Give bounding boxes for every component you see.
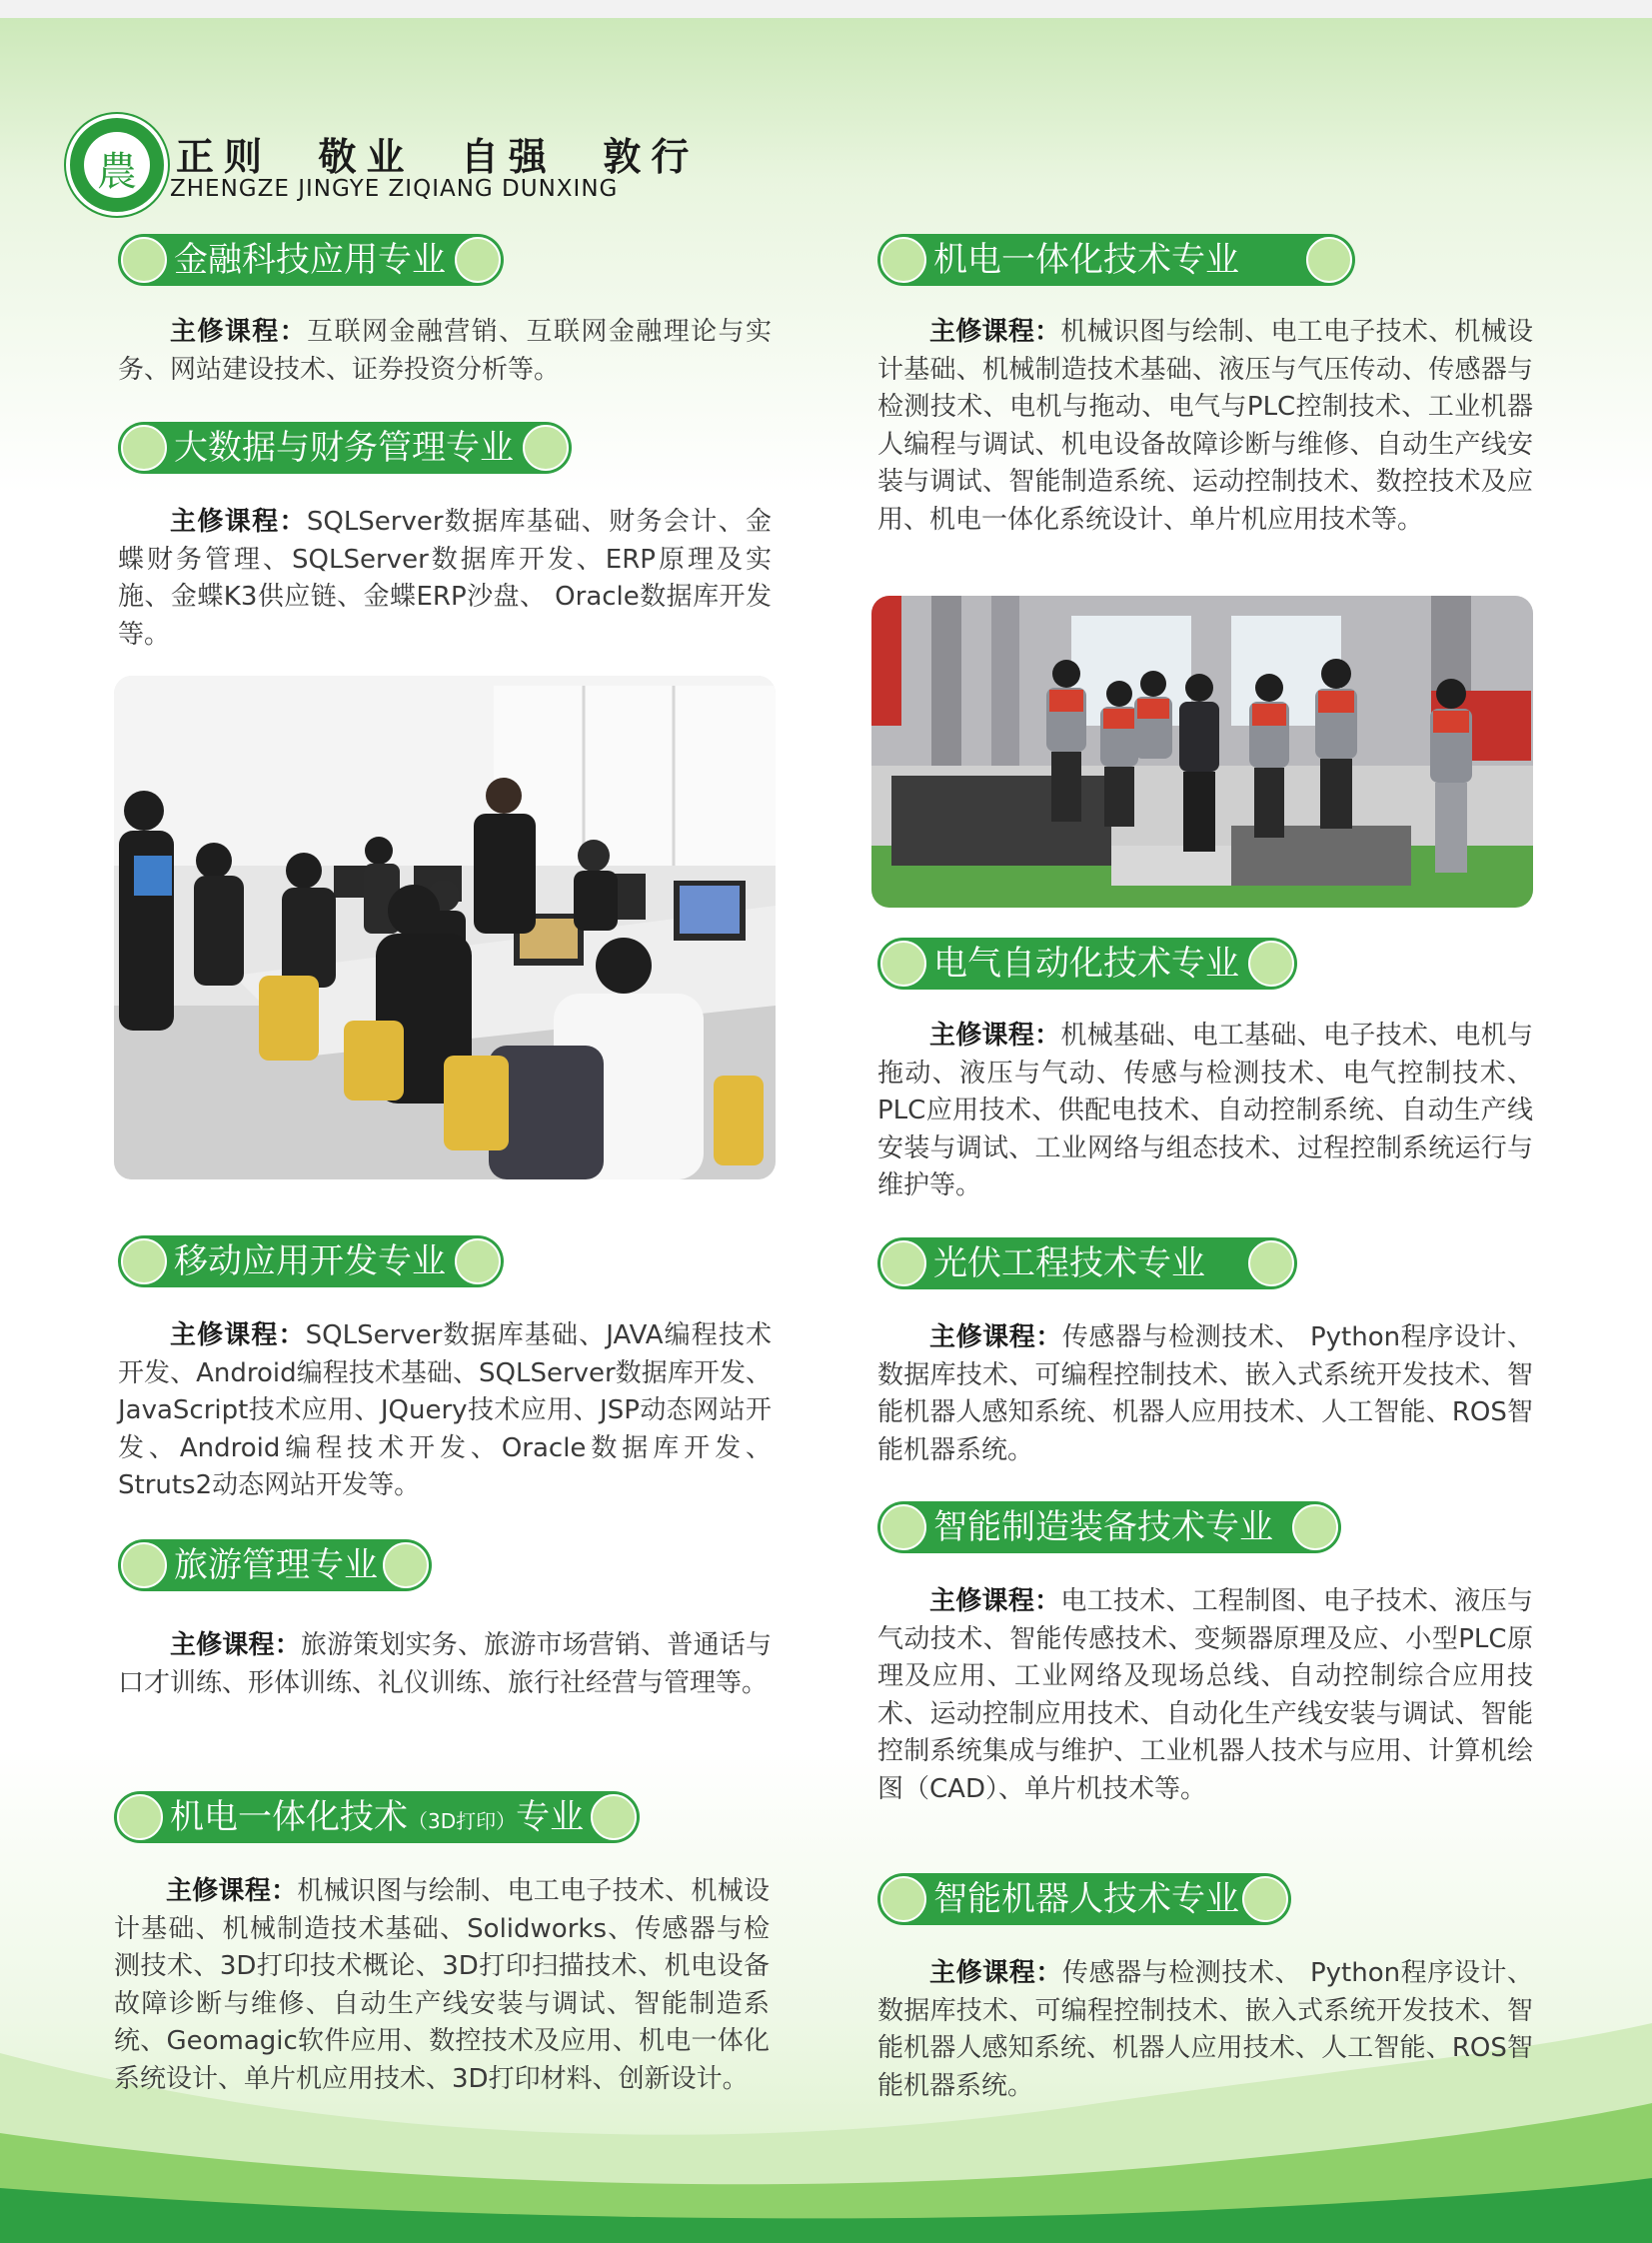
section-heading-mechatronics: 机电一体化技术专业 [877,234,1355,286]
top-strip [0,0,1652,18]
motto-chinese: 正则 敬业 自强 敦行 [176,134,700,179]
course-text-mechatronics: 主修课程：机械识图与绘制、电工电子技术、机械设计基础、机械制造技术基础、液压与气压传动、传感器与检测技术、电机与拖动、电气与PLC控制技术、工业机器人编程与调试、机电设备故障诊断与维修、自动生产线安装与调试、智能制造系统、运动控制技术、数控技术及应用、机电一体化系统设计、单片机应用技术等。 [877,317,1533,535]
section-heading-tourism: 旅游管理专业 [118,1539,432,1591]
course-text-mechatronics-3d: 主修课程：机械识图与绘制、电工电子技术、机械设计基础、机械制造技术基础、Solidworks、传感器与检测技术、3D打印技术概论、3D打印扫描技术、机电设备故障诊断与维修、自动生产线安装与调试、智能制造系统、Geomagic软件应用、数控技术及应用、机电一体化系统设计、单片机应用技术、3D打印材料、创新设计。 [114,1876,770,2094]
course-text-tourism: 主修课程：旅游策划实务、旅游市场营销、普通话与口才训练、形体训练、礼仪训练、旅行社经营与管理等。 [118,1630,772,1698]
section-heading-fintech: 金融科技应用专业 [118,234,504,286]
course-text-electrical-automation: 主修课程：机械基础、电工基础、电子技术、电机与拖动、液压与气动、传感与检测技术、电气控制技术、PLC应用技术、供配电技术、自动控制系统、自动生产线安装与调试、工业网络与组态技术、过程控制系统运行与维护等。 [877,1021,1533,1200]
robotics-lab-photo [871,596,1533,908]
course-text-smart-manufacturing: 主修课程：电工技术、工程制图、电子技术、液压与气动技术、智能传感技术、变频器原理及应、小型PLC原理及应用、工业网络及现场总线、自动控制综合应用技术、运动控制应用技术、自动化生产线安装与调试、智能控制系统集成与维护、工业机器人技术与应用、计算机绘图（CAD）、单片机技术等。 [877,1586,1533,1804]
section-heading-smart-manufacturing: 智能制造装备技术专业 [877,1501,1341,1553]
section-heading-intelligent-robotics: 智能机器人技术专业 [877,1873,1291,1925]
course-text-intelligent-robotics: 主修课程：传感器与检测技术、 Python程序设计、数据库技术、可编程控制技术、嵌入式系统开发技术、智能机器人感知系统、机器人应用技术、人工智能、ROS智能机器系统。 [877,1958,1533,2101]
section-heading-electrical-automation: 电气自动化技术专业 [877,938,1297,990]
section-heading-mobile-dev: 移动应用开发专业 [118,1235,504,1287]
section-heading-photovoltaic: 光伏工程技术专业 [877,1237,1297,1289]
course-text-photovoltaic: 主修课程：传感器与检测技术、 Python程序设计、数据库技术、可编程控制技术、嵌入式系统开发技术、智能机器人感知系统、机器人应用技术、人工智能、ROS智能机器系统。 [877,1322,1533,1465]
section-heading-mechatronics-3d: 机电一体化技术（3D打印）专业 [114,1791,640,1843]
course-text-mobile-dev: 主修课程：SQLServer数据库基础、JAVA编程技术开发、Android编程技术基础、SQLServer数据库开发、JavaScript技术应用、JQuery技术应用、JSP动态网站开发、Android编程技术开发、Oracle数据库开发、Struts2动态网站开发等。 [118,1320,772,1500]
course-text-bigdata-finance: 主修课程：SQLServer数据库基础、财务会计、金蝶财务管理、SQLServer数据库开发、ERP原理及实施、金蝶K3供应链、金蝶ERP沙盘、 Oracle数据库开发等。 [118,507,772,650]
school-logo: 農 [66,114,168,216]
motto-english: ZHENGZE JINGYE ZIQIANG DUNXING [170,176,619,202]
course-text-fintech: 主修课程：互联网金融营销、互联网金融理论与实务、网站建设技术、证券投资分析等。 [118,317,772,385]
computer-lab-photo [114,676,776,1179]
section-heading-bigdata-finance: 大数据与财务管理专业 [118,422,572,474]
